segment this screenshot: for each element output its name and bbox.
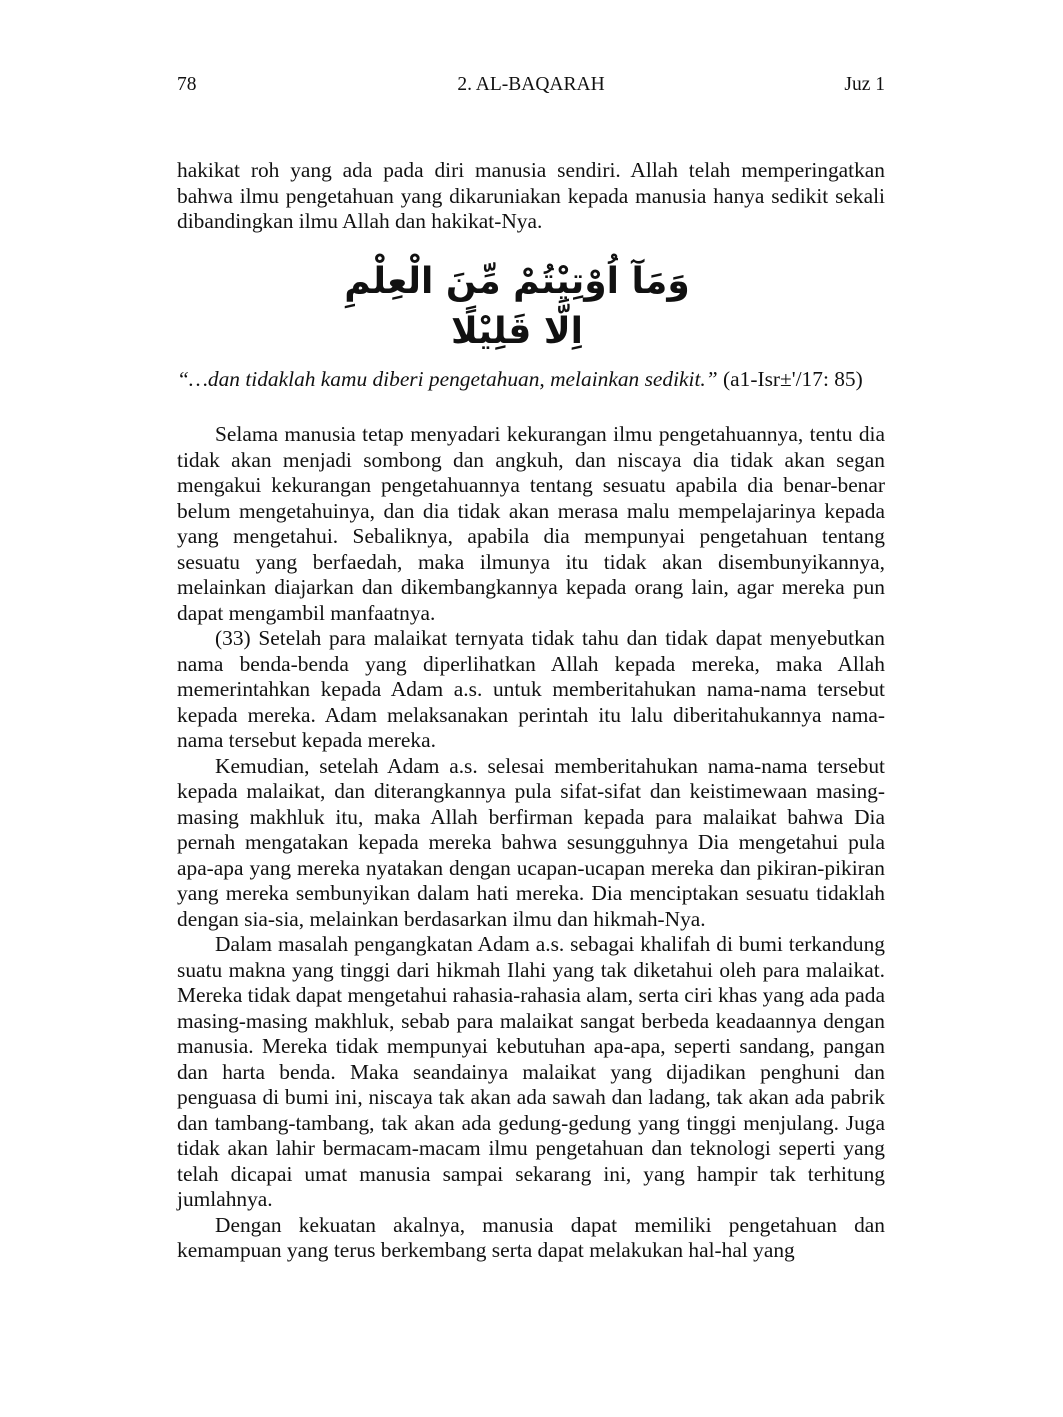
paragraph-3: (33) Setelah para malaikat ternyata tidak tahu dan tidak dapat menyebutkan nama benda-benda yang diperlihatkan Allah kepada mereka, maka Allah memerintahkan kepada Adam a.s. untuk memberitahukan nama-nama tersebut kepada mereka. Adam melaksanakan perintah itu lalu diberitahukannya nama-nama tersebut kepada mereka. xyxy=(177,626,885,752)
paragraph-2: Selama manusia tetap menyadari kekurangan ilmu pengetahuannya, tentu dia tidak akan menjadi sombong dan angkuh, dan niscaya dia tidak akan segan mengakui kekurangan pengetahuannya tentang sesuatu apabila dia benar-benar belum mengetahuinya, dan dia tidak akan merasa malu mempelajarinya kepada yang mengetahui. Sebaliknya, apabila dia mempunyai pengetahuan tentang sesuatu yang berfaedah, maka ilmunya itu tidak akan disembunyikannya, melainkan diajarkan dan dikembangkannya kepada orang lain, agar mereka pun dapat mengambil manfaatnya. xyxy=(177,422,885,625)
translation-text: “…dan tidaklah kamu diberi pengetahuan, melainkan sedikit.” xyxy=(177,366,718,391)
verse-translation xyxy=(177,367,885,393)
section-gap xyxy=(177,392,885,422)
page-number: 78 xyxy=(177,74,197,95)
arabic-verse: وَمَآ اُوْتِيْتُمْ مِّنَ الْعِلْمِ اِلَّا قَلِيْلًا xyxy=(344,260,690,352)
paragraph-5: Dalam masalah pengangkatan Adam a.s. sebagai khalifah di bumi terkandung suatu makna yang tinggi dari hikmah Ilahi yang tak diketahui oleh para malaikat. Mereka tidak dapat mengetahui rahasia-rahasia alam, serta ciri khas yang ada pada masing-masing makhluk, sebab para malaikat sangat berbeda keadaannya dengan manusia. Mereka tidak mempunyai kebutuhan apa-apa, seperti sandang, pangan dan harta benda. Maka seandainya malaikat yang dijadikan penghuni dan penguasa di bumi ini, niscaya tak akan ada sawah dan ladang, tak akan ada pabrik dan tambang-tambang, tak akan ada gedung-gedung yang tinggi menjulang. Juga tidak akan lahir bermacam-macam ilmu pengetahuan dan teknologi seperti yang telah dicapai umat manusia sampai sekarang ini, yang hampir tak terhitung jumlahnya. xyxy=(177,932,885,1211)
paragraph-4: Kemudian, setelah Adam a.s. selesai memberitahukan nama-nama tersebut kepada malaikat, dan diterangkannya pula sifat-sifat dan keistimewaan masing-masing makhluk itu, maka Allah berfirman kepada para malaikat bahwa Dia pernah mengatakan kepada mereka bahwa sesungguhnya Dia mengetahui pula apa-apa yang mereka nyatakan dengan ucapan-ucapan mereka dan pikiran-pikiran yang mereka sembunyikan dalam hati mereka. Dia menciptakan sesuatu tidaklah dengan sia-sia, melainkan berdasarkan ilmu dan hikmah-Nya. xyxy=(177,753,885,931)
translation-reference: (a1-Isr±'/17: 85) xyxy=(717,366,863,391)
chapter-title: 2. AL-BAQARAH xyxy=(457,74,605,95)
paragraph-6: Dengan kekuatan akalnya, manusia dapat memiliki pengetahuan dan kemampuan yang terus berkembang serta dapat melakukan hal-hal yang xyxy=(177,1212,885,1262)
paragraph-1: hakikat roh yang ada pada diri manusia sendiri. Allah telah memperingatkan bahwa ilmu pengetahuan yang dikaruniakan kepada manusia hanya sedikit sekali dibandingkan ilmu Allah dan hakikat-Nya. xyxy=(177,158,885,233)
page-body xyxy=(177,158,885,1264)
page-header xyxy=(177,70,885,100)
juz-label: Juz 1 xyxy=(844,74,885,95)
